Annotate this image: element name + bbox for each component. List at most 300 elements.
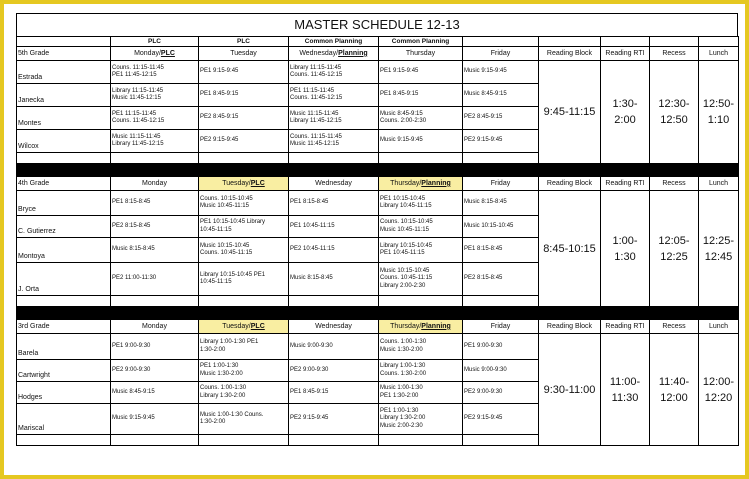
schedule-cell-tue <box>199 130 289 153</box>
schedule-line: Couns. 10:15-10:45 <box>200 195 253 202</box>
right-header-1 <box>601 47 650 61</box>
day-header-text: Friday <box>490 322 511 330</box>
right-header-0 <box>539 320 601 334</box>
spacer-cell <box>111 435 199 446</box>
schedule-cell-thu <box>379 238 463 263</box>
block-recess <box>650 191 699 307</box>
schedule-line: PE1 1:00-1:30 <box>380 407 419 414</box>
schedule-cell-tue <box>199 263 289 296</box>
block-rti <box>601 191 650 307</box>
schedule-line: Music 8:15-8:45 <box>464 199 507 206</box>
schedule-line: Couns. 1:00-1:30 <box>200 385 247 391</box>
schedule-line: 10:45-11:15 <box>200 226 232 233</box>
schedule-line: Music 10:15-10:45 <box>464 222 514 229</box>
schedule-cell-mon <box>111 404 199 435</box>
schedule-cell-mon <box>111 84 199 107</box>
block-time: 12:05-12:25 <box>658 234 690 263</box>
block-lunch <box>699 334 739 446</box>
right-header-text: Recess <box>662 179 686 187</box>
schedule-line: PE1 10:45-11:15 <box>380 250 425 256</box>
schedule-line: Music 8:15-8:45 <box>112 246 155 253</box>
block-reading <box>539 191 601 307</box>
schedule-line: PE1 1:30-2:00 <box>380 392 419 399</box>
corner-cell <box>17 37 111 47</box>
schedule-line: Music 1:00-1:30 <box>380 385 423 391</box>
right-header-0 <box>539 47 601 61</box>
schedule-cell-thu <box>379 404 463 435</box>
block-time: 11:40-12:00 <box>658 375 690 404</box>
schedule-cell-mon <box>111 107 199 130</box>
top-label-mon <box>111 37 199 47</box>
spacer-cell <box>199 435 289 446</box>
teacher-name <box>17 84 111 107</box>
spacer-cell <box>17 296 111 307</box>
schedule-line: Couns. 11:15-11:45 <box>112 64 164 71</box>
schedule-cell-thu <box>379 263 463 296</box>
schedule-line: PE1 11:45-12:15 <box>112 72 157 78</box>
day-header-wed <box>289 177 379 191</box>
schedule-line: PE2 9:15-9:45 <box>464 415 503 422</box>
schedule-line: Music 10:45-11:15 <box>200 203 249 209</box>
teacher-name <box>17 130 111 153</box>
schedule-cell-tue <box>199 238 289 263</box>
schedule-line: Music 9:00-9:30 <box>464 366 507 373</box>
right-header-2 <box>650 320 699 334</box>
schedule-cell-wed <box>289 130 379 153</box>
schedule-line: PE2 8:45-9:15 <box>464 114 503 121</box>
schedule-line: Library 1:00-1:30 PE1 <box>200 339 259 345</box>
schedule-cell-fri <box>463 404 539 435</box>
top-label-fri <box>463 37 539 47</box>
spacer-cell <box>289 296 379 307</box>
teacher-name-text: Estrada <box>18 73 43 81</box>
right-header-text: Reading Block <box>546 322 593 330</box>
schedule-line: Library 11:45-12:15 <box>290 118 342 124</box>
day-header-wed <box>289 320 379 334</box>
schedule-line: PE2 9:15-9:45 <box>290 415 329 422</box>
schedule-line: PE1 8:15-8:45 <box>290 199 329 206</box>
schedule-line: PE2 10:45-11:15 <box>290 246 335 253</box>
teacher-name-text: Hodges <box>18 393 43 401</box>
right-header-2 <box>650 177 699 191</box>
day-header-text: Monday <box>142 322 167 330</box>
grade-text: 5th Grade <box>18 49 50 57</box>
schedule-line: PE1 8:45-9:15 <box>290 388 329 395</box>
teacher-name-text: Barela <box>18 349 39 357</box>
schedule-line: Couns. 11:45-12:15 <box>112 118 165 124</box>
day-header-thu <box>379 177 463 191</box>
schedule-line: PE2 9:00-9:30 <box>290 366 329 373</box>
schedule-table <box>16 36 739 446</box>
schedule-line: PE1 9:00-9:30 <box>464 342 503 349</box>
schedule-cell-tue <box>199 382 289 404</box>
schedule-cell-fri <box>463 382 539 404</box>
spacer-cell <box>199 153 289 164</box>
schedule-cell-fri <box>463 263 539 296</box>
schedule-line: Music 1:30-2:00 <box>380 346 423 353</box>
right-header-3 <box>699 177 739 191</box>
right-header-0 <box>539 177 601 191</box>
right-header-blank <box>539 37 601 47</box>
schedule-cell-wed <box>289 216 379 238</box>
schedule-cell-mon <box>111 238 199 263</box>
teacher-name-text: J. Orta <box>18 285 40 293</box>
schedule-line: Music 8:45-9:15 <box>464 91 507 98</box>
schedule-cell-tue <box>199 61 289 84</box>
teacher-name-text: Montoya <box>18 252 45 260</box>
section-divider <box>17 164 739 177</box>
right-header-text: Reading Block <box>546 49 593 57</box>
schedule-line: Music 9:15-9:45 <box>112 415 155 422</box>
spacer-cell <box>379 296 463 307</box>
schedule-cell-fri <box>463 360 539 382</box>
day-header-text: Thursday/ <box>390 179 422 187</box>
block-time: 12:30-12:50 <box>658 98 690 126</box>
schedule-line: Couns. 10:45-11:15 <box>380 275 433 282</box>
block-time: 8:45-10:15 <box>543 242 596 255</box>
schedule-cell-mon <box>111 382 199 404</box>
schedule-line: 10:45-11:15 <box>200 279 232 285</box>
schedule-line: PE1 10:15-10:45 Library <box>200 219 266 225</box>
teacher-name <box>17 61 111 84</box>
schedule-cell-tue <box>199 360 289 382</box>
spacer-cell <box>111 296 199 307</box>
day-header-text: Tuesday/ <box>222 179 251 187</box>
schedule-cell-mon <box>111 191 199 216</box>
schedule-cell-fri <box>463 334 539 360</box>
teacher-name <box>17 382 111 404</box>
schedule-line: PE1 8:15-8:45 <box>464 246 503 253</box>
day-header-text: Monday <box>142 179 167 187</box>
schedule-line: Library 11:45-12:15 <box>112 141 164 147</box>
page-title: MASTER SCHEDULE 12-13 <box>16 13 738 36</box>
schedule-line: Couns. 11:15-11:45 <box>290 133 342 140</box>
teacher-name <box>17 334 111 360</box>
schedule-line: Music 10:15-10:45 <box>380 267 430 274</box>
schedule-cell-fri <box>463 107 539 130</box>
schedule-cell-thu <box>379 216 463 238</box>
schedule-line: Music 1:00-1:30 Couns. <box>200 411 264 418</box>
schedule-line: Music 8:45-9:15 <box>380 110 423 117</box>
right-header-blank <box>601 37 650 47</box>
schedule-cell-wed <box>289 238 379 263</box>
schedule-cell-wed <box>289 360 379 382</box>
day-header-tue <box>199 320 289 334</box>
day-header-text: Friday <box>490 49 511 57</box>
block-recess <box>650 334 699 446</box>
schedule-line: Library 11:15-11:45 <box>112 87 164 94</box>
schedule-cell-wed <box>289 191 379 216</box>
spacer-cell <box>463 153 539 164</box>
schedule-line: Music 2:00-2:30 <box>380 422 423 429</box>
right-header-text: Recess <box>662 322 686 330</box>
day-header-fri <box>463 177 539 191</box>
schedule-line: Couns. 2:00-2:30 <box>380 118 427 124</box>
day-header-thu <box>379 47 463 61</box>
block-recess <box>650 61 699 164</box>
schedule-line: PE1 9:15-9:45 <box>380 68 419 75</box>
right-header-text: Lunch <box>708 49 729 57</box>
right-header-2 <box>650 47 699 61</box>
teacher-name-text: Montes <box>18 119 41 127</box>
grade-text: 4th Grade <box>18 179 50 187</box>
teacher-name-text: Wilcox <box>18 142 39 150</box>
schedule-cell-fri <box>463 61 539 84</box>
teacher-name <box>17 191 111 216</box>
schedule-cell-mon <box>111 334 199 360</box>
schedule-line: Music 8:15-8:45 <box>290 275 333 282</box>
schedule-cell-mon <box>111 216 199 238</box>
schedule-line: Library 10:15-10:45 PE1 <box>200 271 266 278</box>
right-header-blank <box>650 37 699 47</box>
day-header-mon <box>111 177 199 191</box>
schedule-line: PE2 9:15-9:45 <box>200 137 239 144</box>
spacer-cell <box>463 435 539 446</box>
block-time: 12:50-1:10 <box>702 98 735 126</box>
spacer-cell <box>17 435 111 446</box>
block-time: 9:30-11:00 <box>543 383 596 396</box>
right-header-text: Recess <box>662 49 686 57</box>
schedule-cell-thu <box>379 191 463 216</box>
teacher-name <box>17 360 111 382</box>
teacher-name <box>17 216 111 238</box>
schedule-cell-thu <box>379 107 463 130</box>
schedule-cell-wed <box>289 382 379 404</box>
schedule-line: Music 11:15-11:45 <box>290 110 339 117</box>
right-header-1 <box>601 320 650 334</box>
block-time: 11:00-11:30 <box>609 375 641 404</box>
day-header-text: Thursday <box>405 49 436 57</box>
schedule-line: PE2 9:00-9:30 <box>464 388 503 395</box>
day-header-text: Planning <box>421 179 451 187</box>
spacer-cell <box>379 153 463 164</box>
spacer-cell <box>463 296 539 307</box>
schedule-cell-mon <box>111 130 199 153</box>
schedule-cell-fri <box>463 238 539 263</box>
day-header-text: Thursday/ <box>390 322 422 330</box>
schedule-line: PE2 8:15-8:45 <box>112 222 151 229</box>
top-label-tue <box>199 37 289 47</box>
schedule-line: PE1 11:15-11:45 <box>290 87 335 94</box>
block-reading <box>539 334 601 446</box>
schedule-sheet <box>16 13 738 468</box>
block-time: 12:00-12:20 <box>702 375 735 404</box>
schedule-line: PE1 10:15-10:45 <box>380 195 426 202</box>
spacer-cell <box>289 435 379 446</box>
schedule-line: PE2 8:15-8:45 <box>464 275 503 282</box>
table-row <box>17 334 739 360</box>
schedule-cell-tue <box>199 84 289 107</box>
day-header-text: Wednesday/ <box>299 49 339 57</box>
teacher-name-text: Mariscal <box>18 424 45 432</box>
right-header-text: Reading RTI <box>605 179 645 187</box>
spacer-cell <box>289 153 379 164</box>
schedule-cell-thu <box>379 382 463 404</box>
day-header-text: Monday/ <box>134 49 161 57</box>
schedule-line: Couns. 10:15-10:45 <box>380 219 433 225</box>
day-header-mon <box>111 320 199 334</box>
schedule-cell-fri <box>463 191 539 216</box>
top-label-text: PLC <box>237 37 250 45</box>
schedule-line: Music 11:45-12:15 <box>112 95 161 101</box>
schedule-line: Library 2:00-2:30 <box>380 282 426 289</box>
top-label-text: Common Planning <box>304 37 363 45</box>
schedule-cell-mon <box>111 61 199 84</box>
day-header-text: PLC <box>250 179 265 187</box>
block-lunch <box>699 61 739 164</box>
schedule-line: PE2 9:15-9:45 <box>464 137 503 144</box>
top-label-wed <box>289 37 379 47</box>
schedule-line: Library 1:30-2:00 <box>380 415 426 422</box>
right-header-text: Reading RTI <box>605 49 645 57</box>
schedule-line: Music 10:15-10:45 <box>200 242 250 249</box>
schedule-cell-thu <box>379 61 463 84</box>
grade-label <box>17 47 111 61</box>
table-row <box>17 61 739 84</box>
block-time: 1:00-1:30 <box>612 234 638 263</box>
schedule-line: Library 10:45-11:15 <box>380 203 432 209</box>
schedule-cell-wed <box>289 404 379 435</box>
teacher-name-text: Cartwright <box>18 371 50 379</box>
block-time: 9:45-11:15 <box>543 106 596 118</box>
right-header-text: Reading Block <box>546 179 593 187</box>
schedule-cell-tue <box>199 404 289 435</box>
schedule-line: Library 11:15-11:45 <box>290 64 342 71</box>
top-label-thu <box>379 37 463 47</box>
schedule-line: Music 8:45-9:15 <box>112 388 155 395</box>
spacer-cell <box>17 153 111 164</box>
schedule-cell-fri <box>463 216 539 238</box>
day-header-text: Friday <box>490 179 511 187</box>
right-header-text: Lunch <box>708 322 729 330</box>
day-header-mon <box>111 47 199 61</box>
schedule-cell-tue <box>199 334 289 360</box>
schedule-line: Couns. 1:30-2:00 <box>380 370 427 377</box>
day-header-fri <box>463 320 539 334</box>
schedule-line: Music 11:45-12:15 <box>290 141 339 147</box>
day-header-text: PLC <box>250 322 265 330</box>
schedule-line: PE1 9:15-9:45 <box>200 68 239 75</box>
day-header-text: Tuesday <box>230 49 257 57</box>
schedule-line: Couns. 11:45-12:15 <box>290 95 343 101</box>
block-reading <box>539 61 601 164</box>
schedule-cell-thu <box>379 360 463 382</box>
schedule-line: Music 11:15-11:45 <box>112 133 161 140</box>
schedule-line: Library 10:15-10:45 <box>380 242 433 249</box>
teacher-name <box>17 238 111 263</box>
schedule-cell-thu <box>379 334 463 360</box>
schedule-line: Couns. 10:45-11:15 <box>200 250 253 256</box>
day-header-text: Tuesday/ <box>222 322 251 330</box>
spacer-cell <box>111 153 199 164</box>
right-header-3 <box>699 47 739 61</box>
day-header-text: Planning <box>421 322 451 330</box>
schedule-line: Library 1:30-2:00 <box>200 392 246 399</box>
schedule-cell-tue <box>199 107 289 130</box>
schedule-line: Music 9:00-9:30 <box>290 342 333 349</box>
block-rti <box>601 334 650 446</box>
teacher-name-text: C. Gutierrez <box>18 227 56 235</box>
schedule-line: 1:30-2:00 <box>200 346 226 353</box>
block-rti <box>601 61 650 164</box>
spacer-cell <box>199 296 289 307</box>
day-header-wed <box>289 47 379 61</box>
right-header-text: Lunch <box>708 179 729 187</box>
schedule-line: Music 1:30-2:00 <box>200 370 243 377</box>
spacer-cell <box>379 435 463 446</box>
schedule-cell-wed <box>289 107 379 130</box>
schedule-line: PE1 8:15-8:45 <box>112 199 151 206</box>
day-header-fri <box>463 47 539 61</box>
block-lunch <box>699 191 739 307</box>
top-label-text: Common Planning <box>391 37 450 45</box>
schedule-line: PE1 9:00-9:30 <box>112 342 151 349</box>
teacher-name <box>17 263 111 296</box>
schedule-line: PE1 8:45-9:15 <box>380 91 419 98</box>
teacher-name-text: Bryce <box>18 205 36 213</box>
schedule-cell-thu <box>379 130 463 153</box>
day-header-text: Wednesday <box>315 179 352 187</box>
right-header-text: Reading RTI <box>605 322 645 330</box>
schedule-cell-wed <box>289 263 379 296</box>
schedule-cell-fri <box>463 130 539 153</box>
day-header-text: Wednesday <box>315 322 352 330</box>
teacher-name <box>17 404 111 435</box>
schedule-line: Music 10:45-11:15 <box>380 226 429 233</box>
teacher-name-text: Janecka <box>18 96 45 104</box>
schedule-cell-mon <box>111 263 199 296</box>
grade-text: 3rd Grade <box>18 322 50 330</box>
schedule-line: Library 1:00-1:30 <box>380 363 426 369</box>
schedule-cell-wed <box>289 334 379 360</box>
schedule-cell-mon <box>111 360 199 382</box>
schedule-cell-thu <box>379 84 463 107</box>
schedule-line: PE1 8:45-9:15 <box>200 91 239 98</box>
right-header-1 <box>601 177 650 191</box>
day-header-text: PLC <box>160 49 175 57</box>
section-divider <box>17 307 739 320</box>
schedule-line: PE1 10:45-11:15 <box>290 222 335 229</box>
top-label-text: PLC <box>148 37 161 45</box>
schedule-line: PE1 11:15-11:45 <box>112 110 157 117</box>
day-header-tue <box>199 177 289 191</box>
schedule-line: PE1 1:00-1:30 <box>200 363 239 369</box>
block-time: 1:30-2:00 <box>612 98 638 126</box>
day-header-text: Planning <box>338 49 368 57</box>
day-header-thu <box>379 320 463 334</box>
schedule-cell-tue <box>199 191 289 216</box>
schedule-cell-wed <box>289 61 379 84</box>
schedule-line: PE2 9:00-9:30 <box>112 366 151 373</box>
table-row <box>17 191 739 216</box>
schedule-line: 1:30-2:00 <box>200 419 226 425</box>
schedule-line: PE2 11:00-11:30 <box>112 275 157 282</box>
schedule-line: PE2 8:45-9:15 <box>200 114 239 121</box>
block-time: 12:25-12:45 <box>702 234 735 263</box>
schedule-line: Couns. 11:45-12:15 <box>290 72 343 78</box>
day-header-tue <box>199 47 289 61</box>
schedule-line: Music 9:15-9:45 <box>380 137 423 144</box>
schedule-line: Music 9:15-9:45 <box>464 68 507 75</box>
grade-label <box>17 177 111 191</box>
schedule-line: Couns. 1:00-1:30 <box>380 339 427 345</box>
schedule-cell-tue <box>199 216 289 238</box>
grade-label <box>17 320 111 334</box>
teacher-name <box>17 107 111 130</box>
schedule-cell-wed <box>289 84 379 107</box>
right-header-blank <box>699 37 739 47</box>
right-header-3 <box>699 320 739 334</box>
